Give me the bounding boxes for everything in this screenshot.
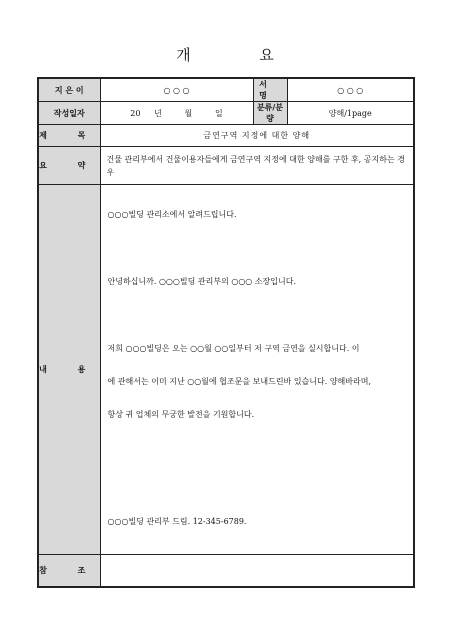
content-row — [38, 185, 414, 555]
summary-label: 요 약 — [38, 147, 100, 185]
content-label: 내 용 — [38, 185, 100, 555]
category-value: 양해/1page — [287, 102, 414, 125]
date-label: 작성일자 — [38, 102, 100, 125]
document-title: 개 요 — [176, 46, 306, 64]
summary-form-table — [37, 77, 415, 588]
content-line-introduction: 안녕하십니까. ○○○빌딩 관리부의 ○○○ 소장입니다. — [107, 277, 297, 286]
reference-value — [100, 555, 414, 587]
summary-row — [38, 147, 414, 185]
reference-row — [38, 555, 414, 587]
content-line-closing: 항상 귀 업체의 무궁한 발전을 기원합니다. — [107, 410, 255, 419]
author-value: ○ ○ ○ — [100, 78, 253, 102]
category-label: 분류/분량 — [253, 102, 287, 125]
subject-value: 금연구역 지정에 대한 양해 — [100, 125, 414, 147]
summary-value: 건물 관리부에서 건물이용자들에게 금연구역 지정에 대한 양해를 구한 후, 공지하는 경우 — [100, 147, 414, 185]
reference-label: 참 조 — [38, 555, 100, 587]
content-line-signature: ○○○빌딩 관리부 드림. 12-345-6789. — [107, 517, 247, 526]
subject-label: 제 목 — [38, 125, 100, 147]
signature-value: ○ ○ ○ — [287, 78, 414, 102]
content-line-announcement-2: 에 관해서는 이미 지난 ○○월에 협조문을 보내드린바 있습니다. 양해바라며, — [107, 377, 371, 386]
author-label: 지 은 이 — [38, 78, 100, 102]
author-row — [38, 78, 414, 102]
signature-label: 서 명 — [253, 78, 287, 102]
content-body — [100, 185, 414, 555]
content-line-announcement-1: 저희 ○○○빌딩은 오는 ○○월 ○○일부터 저 구역 금연을 실시합니다. 이 — [107, 344, 360, 353]
date-value: 20 년 월 일 — [100, 102, 253, 125]
date-row — [38, 102, 414, 125]
subject-row — [38, 125, 414, 147]
content-line-greeting-header: ○○○빌딩 관리소에서 알려드립니다. — [107, 210, 237, 219]
